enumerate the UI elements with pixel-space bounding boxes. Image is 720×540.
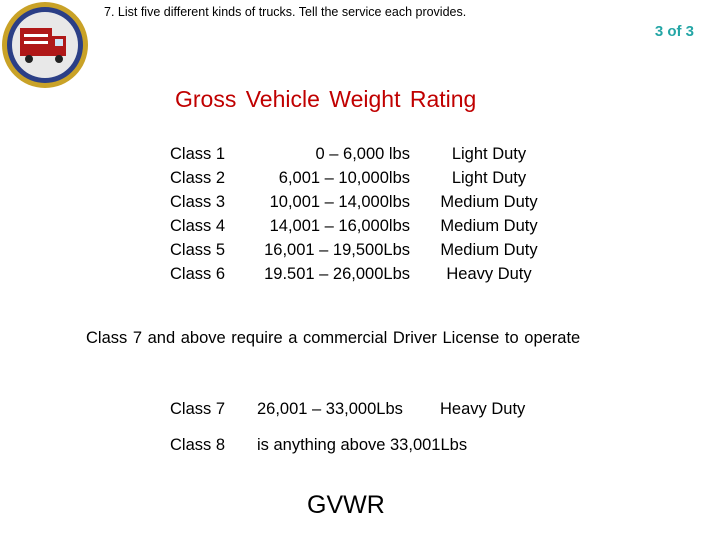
class-label: Class 6 — [170, 265, 226, 283]
cdl-notice: Class 7 and above require a commercial Driver License to operate — [86, 329, 581, 347]
duty-label: Medium Duty — [440, 193, 538, 211]
weight-range: 10,001 – 14,000lbs — [269, 193, 410, 211]
class-label: Class 5 — [170, 241, 226, 259]
class-label: Class 3 — [170, 193, 226, 211]
duty-label: Medium Duty — [440, 241, 538, 259]
class7-duty: Heavy Duty — [440, 400, 526, 418]
duty-label: Light Duty — [451, 169, 527, 187]
gvwr-abbreviation: GVWR — [307, 491, 385, 519]
class7-label: Class 7 — [170, 400, 226, 418]
weight-range-column — [240, 142, 410, 286]
question-text: 7. List five different kinds of trucks. Tell the service each provides. — [104, 5, 467, 19]
class-column — [170, 142, 225, 286]
truck-badge-icon — [0, 0, 90, 90]
class8-label: Class 8 — [170, 436, 226, 454]
duty-label: Medium Duty — [440, 217, 538, 235]
weight-range: 16,001 – 19,500Lbs — [264, 241, 410, 259]
class8-description: is anything above 33,001Lbs — [257, 436, 468, 454]
weight-range: 14,001 – 16,000lbs — [269, 217, 410, 235]
page-title: Gross Vehicle Weight Rating — [175, 86, 477, 112]
duty-label: Heavy Duty — [446, 265, 532, 283]
class-label: Class 4 — [170, 217, 226, 235]
weight-range: 19.501 – 26,000Lbs — [264, 265, 410, 283]
duty-label: Light Duty — [451, 145, 527, 163]
class7-range: 26,001 – 33,000Lbs — [257, 400, 403, 418]
class-label: Class 2 — [170, 169, 226, 187]
weight-range: 6,001 – 10,000lbs — [278, 169, 410, 187]
class-label: Class 1 — [170, 145, 226, 163]
duty-column — [426, 142, 552, 286]
weight-range: 0 – 6,000 lbs — [315, 145, 410, 163]
slide-number: 3 of 3 — [654, 23, 694, 40]
